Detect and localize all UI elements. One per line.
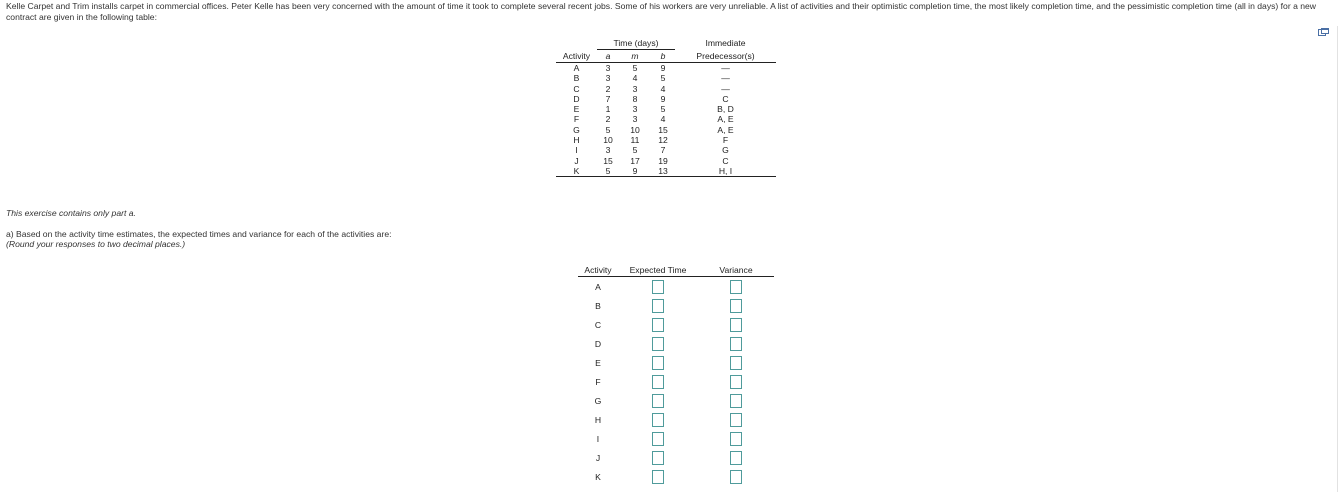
expected-time-input-cell: [618, 353, 698, 372]
variance-input[interactable]: [730, 280, 742, 294]
variance-input[interactable]: [730, 394, 742, 408]
variance-input-cell: [698, 410, 774, 429]
most-likely-header: m: [619, 50, 651, 63]
activity-cell: B: [573, 73, 580, 84]
table-row: [556, 156, 776, 166]
optimistic-cell: 2: [605, 114, 611, 125]
expected-time-input-cell: [618, 334, 698, 353]
expected-time-input-cell: [618, 391, 698, 410]
optimistic-cell: 1: [605, 104, 611, 115]
answer-row: [578, 315, 774, 334]
optimistic-header: a: [597, 50, 619, 63]
panel-divider: [1337, 26, 1338, 492]
expected-time-input-cell: [618, 448, 698, 467]
table-row: [556, 135, 776, 145]
expected-time-input[interactable]: [652, 318, 664, 332]
pessimistic-cell: 15: [658, 124, 668, 135]
expected-time-input-cell: [618, 467, 698, 486]
expected-time-input-cell: [618, 410, 698, 429]
table-row: [556, 125, 776, 135]
popout-icon[interactable]: [1318, 28, 1328, 36]
answer-activity-label: B: [595, 300, 601, 311]
most-likely-cell: 4: [632, 73, 638, 84]
answer-row: [578, 429, 774, 448]
pessimistic-cell: 7: [660, 145, 666, 156]
optimistic-cell: 3: [605, 63, 611, 73]
exercise-note: This exercise contains only part a.: [6, 208, 136, 218]
answer-activity-label: I: [596, 433, 600, 444]
answer-activity-label: G: [594, 395, 602, 406]
variance-input-cell: [698, 334, 774, 353]
activity-cell: J: [574, 155, 579, 166]
predecessor-header-line1: Immediate: [705, 38, 746, 49]
activity-cell: H: [573, 135, 580, 146]
variance-input[interactable]: [730, 337, 742, 351]
table-row: [556, 166, 776, 177]
answer-row: [578, 391, 774, 410]
rounding-instruction: (Round your responses to two decimal places.): [6, 238, 186, 249]
most-likely-cell: 8: [632, 93, 638, 104]
variance-input-cell: [698, 467, 774, 486]
answer-activity-label: H: [594, 414, 602, 425]
most-likely-cell: 11: [630, 135, 640, 146]
pessimistic-cell: 5: [660, 73, 666, 84]
activity-cell: K: [556, 166, 597, 177]
answer-row: [578, 277, 774, 297]
answer-row: [578, 353, 774, 372]
expected-time-input[interactable]: [652, 337, 664, 351]
variance-input[interactable]: [730, 413, 742, 427]
table-header-spacer: [556, 38, 597, 50]
answer-row: [578, 467, 774, 486]
answer-row: [578, 372, 774, 391]
variance-input-cell: [698, 353, 774, 372]
pessimistic-cell: 12: [658, 135, 668, 146]
expected-time-input[interactable]: [652, 432, 664, 446]
variance-input-cell: [698, 372, 774, 391]
activity-cell: D: [573, 93, 580, 104]
predecessor-cell: B, D: [717, 104, 734, 115]
predecessor-header-line2: Predecessor(s): [675, 50, 776, 63]
expected-time-input[interactable]: [652, 413, 664, 427]
answer-row: [578, 410, 774, 429]
activity-cell: A: [573, 63, 580, 73]
expected-time-input-cell: [618, 315, 698, 334]
answer-activity-label: D: [594, 338, 602, 349]
answer-row: [578, 448, 774, 467]
answer-activity-header: Activity: [578, 265, 618, 277]
variance-input-cell: [698, 429, 774, 448]
predecessor-cell: C: [722, 155, 729, 166]
problem-statement: Kelle Carpet and Trim installs carpet in commercial offices. Peter Kelle has been very concerned with the amount of time it took to complete several recent jobs. Some of his workers are very unreliable. A list of activities and their optimistic completion time, the most likely completion time, and the pessimistic completion time (all in days) for a new contract are given in the following table:: [6, 1, 1317, 22]
pessimistic-header: b: [651, 50, 675, 63]
pessimistic-cell: 9: [660, 63, 666, 73]
variance-input[interactable]: [730, 470, 742, 484]
expected-time-input-cell: [618, 429, 698, 448]
expected-time-header: Expected Time: [618, 265, 698, 277]
variance-input-cell: [698, 315, 774, 334]
predecessor-cell: A, E: [717, 114, 734, 125]
variance-input[interactable]: [730, 318, 742, 332]
table-row: [556, 145, 776, 155]
most-likely-cell: 9: [619, 166, 651, 177]
pessimistic-cell: 4: [660, 83, 666, 94]
optimistic-cell: 7: [605, 93, 611, 104]
table-row: [556, 94, 776, 104]
activity-header: Activity: [556, 50, 597, 63]
predecessor-cell: G: [722, 145, 729, 156]
table-row: [556, 104, 776, 114]
most-likely-cell: 5: [632, 63, 638, 73]
expected-time-input-cell: [618, 296, 698, 315]
part-a-prompt: [6, 230, 391, 249]
most-likely-cell: 3: [632, 83, 638, 94]
variance-input[interactable]: [730, 432, 742, 446]
variance-input-cell: [698, 277, 774, 297]
most-likely-cell: 3: [632, 104, 638, 115]
answer-activity-label: K: [595, 471, 601, 482]
table-row: [556, 114, 776, 124]
answer-row: [578, 296, 774, 315]
answer-table: [578, 265, 774, 486]
optimistic-cell: 5: [597, 166, 619, 177]
answer-row: [578, 334, 774, 353]
answer-activity-label: C: [594, 319, 602, 330]
optimistic-cell: 3: [605, 73, 611, 84]
answer-activity-label: J: [595, 452, 601, 463]
predecessor-cell: —: [721, 83, 730, 94]
activity-cell: C: [573, 83, 580, 94]
activity-cell: G: [573, 124, 580, 135]
expected-time-input[interactable]: [652, 299, 664, 313]
predecessor-cell: —: [721, 63, 730, 73]
variance-input[interactable]: [730, 356, 742, 370]
expected-time-input-cell: [618, 277, 698, 297]
expected-time-input-cell: [618, 372, 698, 391]
table-row: [556, 84, 776, 94]
pessimistic-cell: 19: [658, 155, 668, 166]
activity-cell: I: [575, 145, 578, 156]
pessimistic-cell: 9: [660, 93, 666, 104]
answer-activity-label: F: [595, 376, 601, 387]
most-likely-cell: 17: [630, 155, 640, 166]
expected-time-input[interactable]: [652, 375, 664, 389]
predecessor-cell: A, E: [717, 124, 734, 135]
expected-time-input[interactable]: [652, 356, 664, 370]
optimistic-cell: 5: [605, 124, 611, 135]
variance-input-cell: [698, 448, 774, 467]
variance-input-cell: [698, 296, 774, 315]
activity-time-table: [556, 38, 776, 177]
expected-time-input[interactable]: [652, 394, 664, 408]
predecessor-cell: C: [722, 93, 729, 104]
expected-time-input[interactable]: [652, 470, 664, 484]
table-row: [556, 73, 776, 83]
part-a-question: a) Based on the activity time estimates, the expected times and variance for each of the activities are:: [6, 229, 392, 239]
most-likely-cell: 10: [630, 124, 640, 135]
most-likely-cell: 5: [632, 145, 638, 156]
pessimistic-cell: 4: [660, 114, 666, 125]
predecessor-cell: H, I: [675, 166, 776, 177]
predecessor-cell: F: [722, 135, 729, 146]
predecessor-cell: —: [721, 73, 730, 84]
expected-time-input[interactable]: [652, 451, 664, 465]
expected-time-input[interactable]: [652, 280, 664, 294]
optimistic-cell: 2: [605, 83, 611, 94]
optimistic-cell: 3: [605, 145, 611, 156]
variance-header: Variance: [698, 265, 774, 277]
activity-cell: E: [573, 104, 580, 115]
optimistic-cell: 10: [603, 135, 613, 146]
time-days-header: Time (days): [597, 38, 675, 50]
answer-activity-label: E: [595, 357, 601, 368]
optimistic-cell: 15: [603, 155, 613, 166]
pessimistic-cell: 13: [651, 166, 675, 177]
variance-input[interactable]: [730, 299, 742, 313]
variance-input[interactable]: [730, 375, 742, 389]
variance-input-cell: [698, 391, 774, 410]
most-likely-cell: 3: [632, 114, 638, 125]
answer-activity-label: A: [595, 281, 601, 292]
variance-input[interactable]: [730, 451, 742, 465]
activity-cell: F: [573, 114, 580, 125]
pessimistic-cell: 5: [660, 104, 666, 115]
table-row: [556, 63, 776, 74]
